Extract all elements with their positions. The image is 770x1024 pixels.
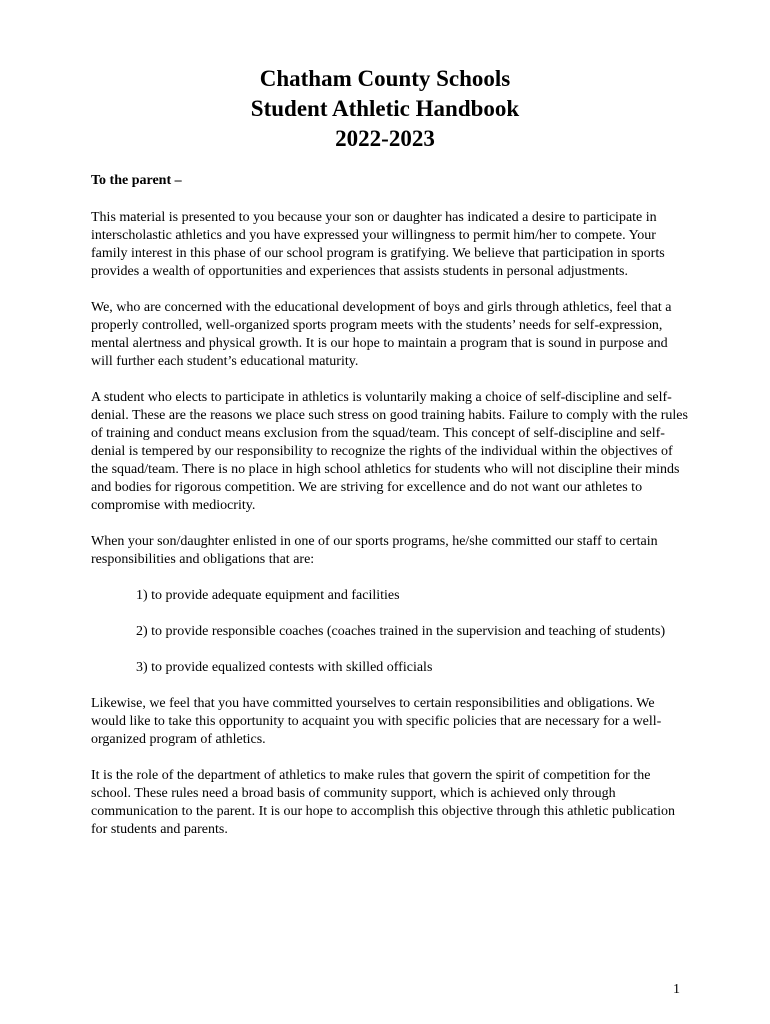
paragraph-department-role: It is the role of the department of athletics to make rules that govern the spirit of competition for the school. These rules need a broad basis of community support, which is achieved only through communication to the parent. It is our hope to accomplish this objective through this athletic publication for students and parents.	[91, 768, 675, 837]
page-number: 1	[673, 982, 680, 997]
title-handbook: Student Athletic Handbook	[250, 96, 520, 121]
list-item-contests: 3) to provide equalized contests with skilled officials	[136, 660, 433, 675]
document-title	[0, 64, 770, 154]
paragraph-intro: This material is presented to you because your son or daughter has indicated a desire to participate in interscholastic athletics and you have expressed your willingness to permit him/her to compete. Your family interest in this phase of our school program is gratifying. We believe that participation in sports provides a wealth of opportunities and experiences that assists students in personal adjustments.	[91, 210, 665, 279]
salutation: To the parent –	[91, 173, 182, 188]
letter-body	[91, 172, 691, 857]
paragraph-parent-obligations: Likewise, we feel that you have committed yourselves to certain responsibilities and obligations. We would like to take this opportunity to acquaint you with specific policies that are necessary for a well-organized program of athletics.	[91, 696, 662, 747]
paragraph-commitments: When your son/daughter enlisted in one of our sports programs, he/she committed our staff to certain responsibilities and obligations that are:	[91, 534, 658, 567]
paragraph-self-discipline: A student who elects to participate in athletics is voluntarily making a choice of self-discipline and self-denial. These are the reasons we place such stress on good training habits. Failure to comply with the rules of training and conduct means exclusion from the squad/team. This concept of self-discipline and self-denial is tempered by our responsibility to recognize the rights of the individual within the objectives of the squad/team. There is no place in high school athletics for students who will not discipline their minds and bodies for rigorous competition. We are striving for excellence and do not want our athletes to compromise with mediocrity.	[91, 390, 688, 513]
title-year: 2022-2023	[335, 126, 435, 151]
title-district: Chatham County Schools	[259, 66, 511, 91]
list-item-coaches: 2) to provide responsible coaches (coaches trained in the supervision and teaching of students)	[136, 624, 666, 639]
list-item-equipment: 1) to provide adequate equipment and facilities	[136, 588, 400, 603]
paragraph-development: We, who are concerned with the educational development of boys and girls through athletics, feel that a properly controlled, well-organized sports program meets with the students’ needs for self-expression, mental alertness and physical growth. It is our hope to maintain a program that is sound in purpose and will further each student’s educational maturity.	[91, 300, 672, 369]
